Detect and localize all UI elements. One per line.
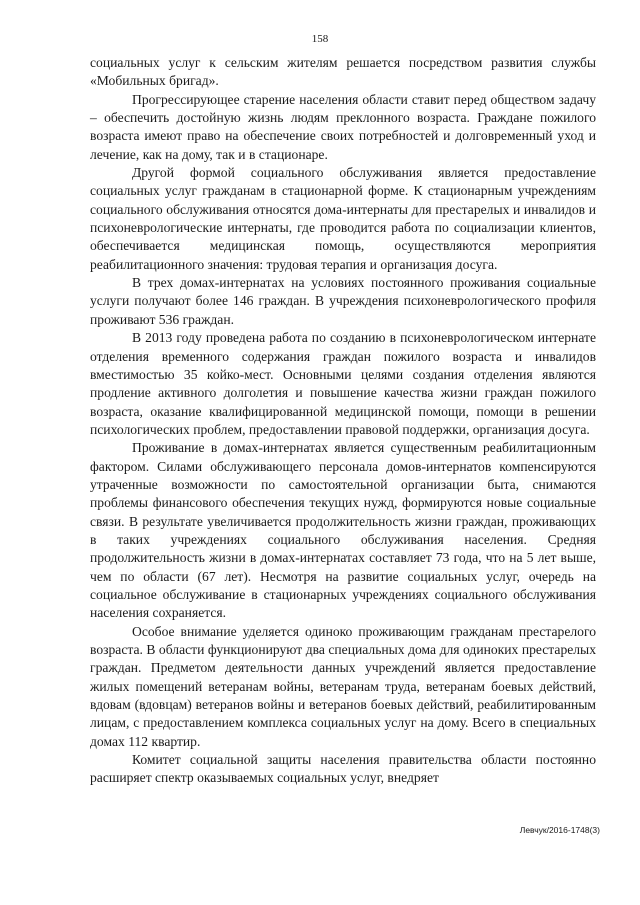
paragraph-1: социальных услуг к сельским жителям решается посредством развития службы «Мобильных бригад». bbox=[90, 55, 596, 89]
paragraph-5: В 2013 году проведена работа по созданию в психоневрологическом интернате отделения временного содержания граждан пожилого возраста и инвалидов вместимостью 35 койко-мест. Основными целями создания отделения являются продление активного долголетия и повышение качества жизни граждан пожилого возраста, оказание квалифицированной медицинской помощи, помощи в решении психологических проблем, предоставлении правовой поддержки, организация досуга. bbox=[90, 330, 596, 437]
paragraph-7: Особое внимание уделяется одиноко проживающим гражданам престарелого возраста. В области функционируют два специальных дома для одиноких престарелых граждан. Предметом деятельности данных учреждений является предоставление жилых помещений ветеранам войны, ветеранам труда, ветеранам боевых действий, вдовам (вдовцам) ветеранов войны и ветеранов боевых действий, реабилитированным лицам, с предоставлением комплекса социальных услуг на дому. Всего в специальных домах 112 квартир. bbox=[90, 623, 596, 749]
paragraph-8: Комитет социальной защиты населения правительства области постоянно расширяет спектр оказываемых социальных услуг, внедряет bbox=[90, 752, 596, 786]
page-number: 158 bbox=[311, 33, 329, 45]
paragraph-3: Другой формой социального обслуживания является предоставление социальных услуг гражданам в стационарной форме. К стационарным учреждениям социального обслуживания относятся дома-интернаты для престарелых и инвалидов и психоневрологические интернаты, где проводится работа по социализации клиентов, обеспечивается медицинская помощь, осуществляются мероприятия реабилитационного значения: трудовая терапия и организация досуга. bbox=[90, 165, 596, 272]
paragraph-2: Прогрессирующее старение населения области ставит перед обществом задачу – обеспечить достойную жизнь людям преклонного возраста. Граждане пожилого возраста имеют право на обеспечение своих потребностей и долговременный уход и лечение, как на дому, так и в стационаре. bbox=[90, 91, 596, 162]
document-body bbox=[90, 54, 596, 788]
paragraph-6: Проживание в домах-интернатах является существенным реабилитационным фактором. Силами обслуживающего персонала домов-интернатов компенсируются утраченные возможности по самостоятельной организации быта, снимаются проблемы финансового обеспечения текущих нужд, формируются новые социальные связи. В результате увеличивается продолжительность жизни граждан, проживающих в таких учреждениях социального обслуживания населения. Средняя продолжительность жизни в домах-интернатах составляет 73 года, что на 5 лет выше, чем по области (67 лет). Несмотря на развитие социальных услуг, очередь на социальное обслуживание в стационарных учреждениях социального обслуживания населения сохраняется. bbox=[90, 440, 596, 621]
footer-document-code: Левчук/2016-1748(3) bbox=[519, 825, 600, 835]
paragraph-4: В трех домах-интернатах на условиях постоянного проживания социальные услуги получают более 146 граждан. В учреждения психоневрологического профиля проживают 536 граждан. bbox=[90, 275, 596, 327]
